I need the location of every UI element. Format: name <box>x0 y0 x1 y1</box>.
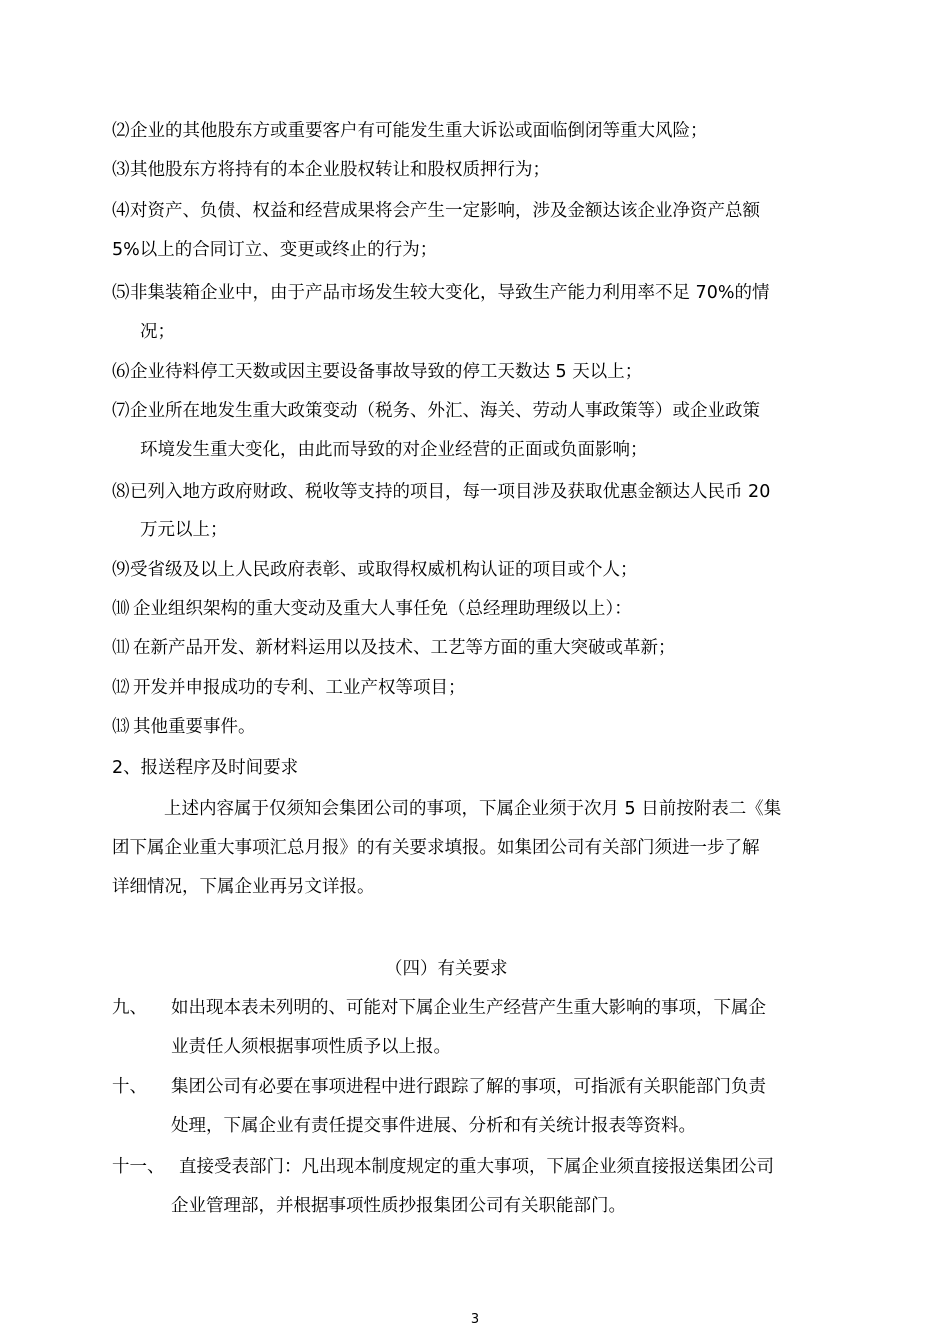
item-marker: ⑶ <box>112 160 130 180</box>
item-text: 在新产品开发、新材料运用以及技术、工艺等方面的重大突破或革新； <box>133 638 676 658</box>
item-marker: ⑽ <box>112 599 130 619</box>
item-text: 对资产、负债、权益和经营成果将会产生一定影响，涉及金额达该企业净资产总额 <box>130 201 760 221</box>
item-text: 企业组织架构的重大变动及重大人事任免（总经理助理级以上）： <box>133 599 632 619</box>
clause-text-continued: 处理，下属企业有责任提交事件进展、分析和有关统计报表等资料。 <box>171 1116 696 1136</box>
section-heading: 2、报送程序及时间要求 <box>112 758 299 778</box>
item-text: 开发并申报成功的专利、工业产权等项目； <box>133 678 466 698</box>
item-marker: ⑵ <box>112 121 130 141</box>
item-marker: ⑾ <box>112 638 130 658</box>
clause-text: 集团公司有必要在事项进程中进行跟踪了解的事项，可指派有关职能部门负责 <box>171 1077 766 1097</box>
item-marker: ⑺ <box>112 401 130 421</box>
clause-text: 直接受表部门：凡出现本制度规定的重大事项，下属企业须直接报送集团公司 <box>179 1157 774 1177</box>
item-marker: ⑻ <box>112 482 130 502</box>
item-text: 已列入地方政府财政、税收等支持的项目，每一项目涉及获取优惠金额达人民币 20 <box>130 482 771 502</box>
item-marker: ⑼ <box>112 560 130 580</box>
paragraph-line: 详细情况，下属企业再另文详报。 <box>112 877 375 897</box>
item-text-continued: 万元以上； <box>140 520 228 540</box>
item-text-continued: 况； <box>140 322 175 342</box>
section-title: （四）有关要求 <box>385 959 508 979</box>
paragraph-line: 上述内容属于仅须知会集团公司的事项，下属企业须于次月 5 日前按附表二《集 <box>164 799 782 819</box>
clause-text: 如出现本表未列明的、可能对下属企业生产经营产生重大影响的事项，下属企 <box>171 998 766 1018</box>
clause-number: 十、 <box>112 1077 147 1097</box>
item-marker: ⑷ <box>112 201 130 221</box>
paragraph-line: 团下属企业重大事项汇总月报》的有关要求填报。如集团公司有关部门须进一步了解 <box>112 838 760 858</box>
item-text: 企业所在地发生重大政策变动（税务、外汇、海关、劳动人事政策等）或企业政策 <box>130 401 760 421</box>
clause-number: 九、 <box>112 998 147 1018</box>
page-number: 3 <box>470 1312 480 1327</box>
item-marker: ⑹ <box>112 362 130 382</box>
item-text-continued: 5%以上的合同订立、变更或终止的行为； <box>112 240 438 260</box>
item-text: 企业的其他股东方或重要客户有可能发生重大诉讼或面临倒闭等重大风险； <box>130 121 708 141</box>
clause-number: 十一、 <box>112 1157 165 1177</box>
clause-text-continued: 业责任人须根据事项性质予以上报。 <box>171 1037 451 1057</box>
item-text: 受省级及以上人民政府表彰、或取得权威机构认证的项目或个人； <box>130 560 638 580</box>
clause-text-continued: 企业管理部，并根据事项性质抄报集团公司有关职能部门。 <box>171 1196 626 1216</box>
item-marker: ⑸ <box>112 283 130 303</box>
item-text: 非集装箱企业中，由于产品市场发生较大变化，导致生产能力利用率不足 70%的情 <box>130 283 770 303</box>
item-text: 其他重要事件。 <box>133 717 256 737</box>
item-text: 企业待料停工天数或因主要设备事故导致的停工天数达 5 天以上； <box>130 362 643 382</box>
item-marker: ⒀ <box>112 717 130 737</box>
item-marker: ⑿ <box>112 678 130 698</box>
item-text: 其他股东方将持有的本企业股权转让和股权质押行为； <box>130 160 550 180</box>
item-text-continued: 环境发生重大变化，由此而导致的对企业经营的正面或负面影响； <box>140 440 648 460</box>
